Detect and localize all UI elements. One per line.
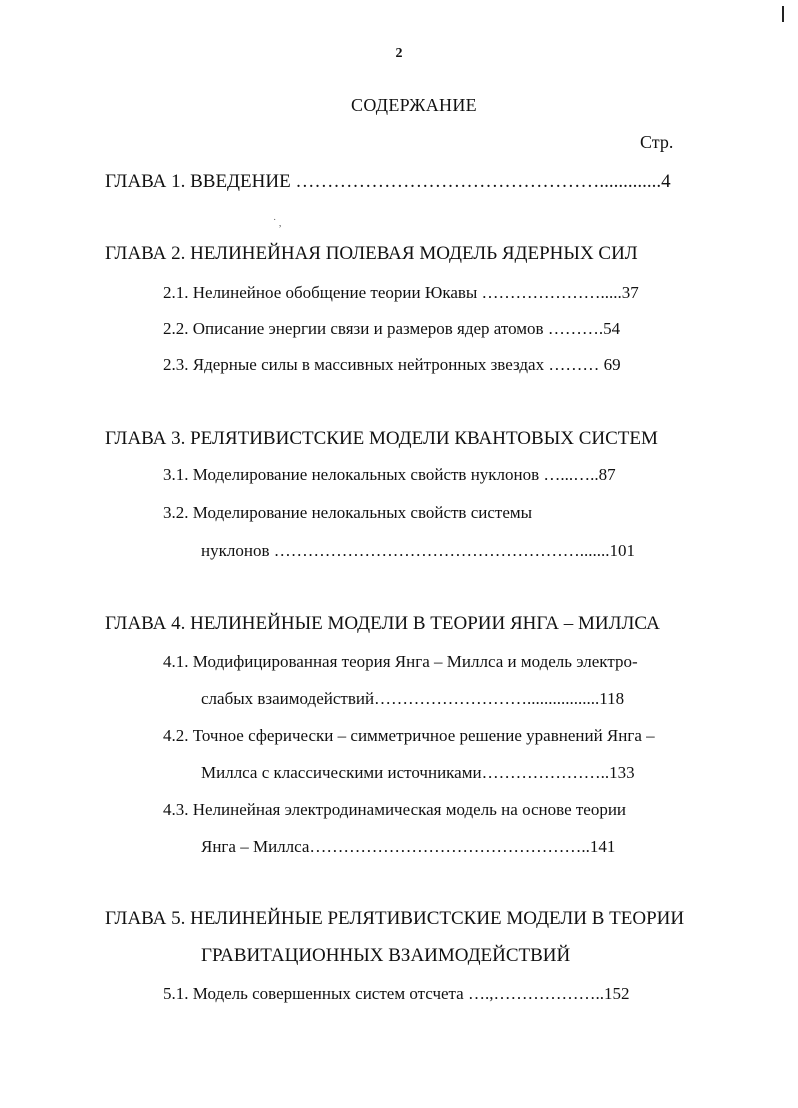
toc-chapter-5: ГЛАВА 5. НЕЛИНЕЙНЫЕ РЕЛЯТИВИСТСКИЕ МОДЕЛИ В ТЕОРИИ (105, 908, 685, 929)
scan-speck: ˙ , (273, 218, 282, 229)
toc-section-4-1: 4.1. Модифицированная теория Янга – Миллса и модель электро- (163, 652, 638, 671)
toc-chapter-2: ГЛАВА 2. НЕЛИНЕЙНАЯ ПОЛЕВАЯ МОДЕЛЬ ЯДЕРНЫХ СИЛ (105, 243, 638, 264)
toc-section-2-1: 2.1. Нелинейное обобщение теории Юкавы ………………….....37 (163, 283, 639, 302)
toc-title: СОДЕРЖАНИЕ (351, 95, 477, 115)
toc-chapter-1: ГЛАВА 1. ВВЕДЕНИЕ ………………………………………….............4 (105, 171, 671, 192)
toc-section-5-1: 5.1. Модель совершенных систем отсчета ….,………………..152 (163, 984, 630, 1003)
toc-chapter-3: ГЛАВА 3. РЕЛЯТИВИСТСКИЕ МОДЕЛИ КВАНТОВЫХ СИСТЕМ (105, 428, 658, 449)
page-column-header: Стр. (640, 132, 674, 152)
toc-section-3-1: 3.1. Моделирование нелокальных свойств нуклонов …...…..87 (163, 465, 616, 484)
toc-chapter-4: ГЛАВА 4. НЕЛИНЕЙНЫЕ МОДЕЛИ В ТЕОРИИ ЯНГА – МИЛЛСА (105, 613, 660, 634)
scan-edge-mark (782, 6, 784, 22)
toc-section-2-3: 2.3. Ядерные силы в массивных нейтронных звездах ……… 69 (163, 355, 621, 374)
toc-section-3-2: 3.2. Моделирование нелокальных свойств системы (163, 503, 533, 522)
toc-section-4-3-cont: Янга – Миллса…………………………………………..141 (201, 837, 616, 856)
toc-section-3-2-cont: нуклонов ……………………………………………….......101 (201, 541, 635, 560)
toc-section-2-2: 2.2. Описание энергии связи и размеров ядер атомов ……….54 (163, 319, 621, 338)
toc-section-4-2-cont: Миллса с классическими источниками…………………..133 (201, 763, 635, 782)
toc-section-4-3: 4.3. Нелинейная электродинамическая модель на основе теории (163, 800, 627, 819)
toc-section-4-2: 4.2. Точное сферически – симметричное решение уравнений Янга – (163, 726, 655, 745)
page-number: 2 (395, 46, 403, 61)
toc-chapter-5-cont: ГРАВИТАЦИОННЫХ ВЗАИМОДЕЙСТВИЙ (201, 945, 571, 966)
toc-section-4-1-cont: слабых взаимодействий……………………….................118 (201, 689, 625, 708)
